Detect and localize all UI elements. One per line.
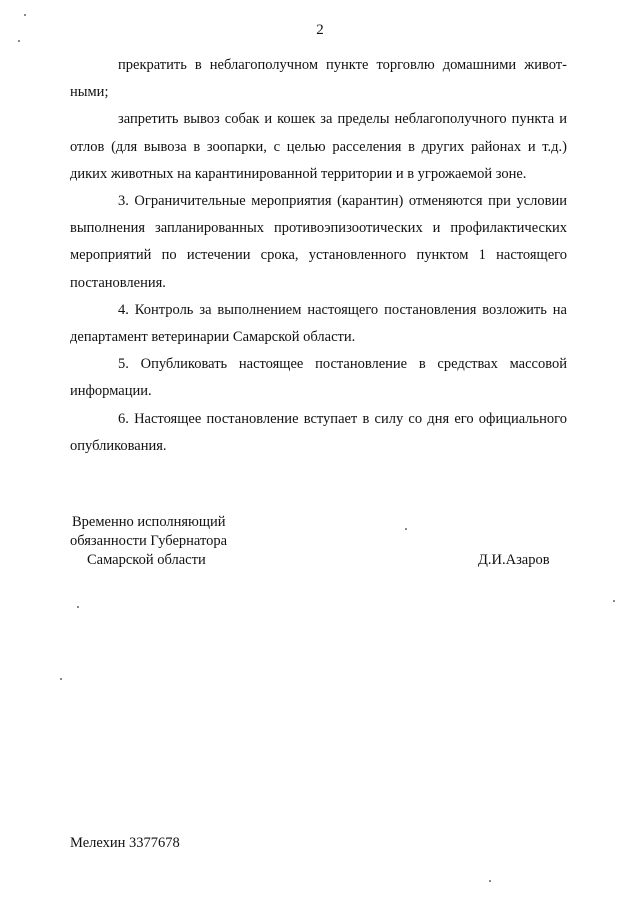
- scan-speck: [60, 678, 62, 680]
- scan-speck: [77, 606, 79, 608]
- signatory-title-line-2: обязанности Губернатора: [70, 533, 228, 549]
- paragraph-effective-date: 6. Настоящее постановление вступает в силу со дня его официального опубликования.: [70, 410, 567, 454]
- signatory-title-line-3: Самарской области: [87, 552, 206, 568]
- executor-contact: Мелехин 3377678: [70, 835, 180, 851]
- scan-speck: [405, 528, 407, 530]
- paragraph-trade-ban: прекратить в неблагополучном пункте торговлю домашними животными;: [70, 57, 567, 101]
- signatory-title: [70, 513, 227, 570]
- scan-speck: [18, 40, 20, 42]
- scan-speck: [24, 14, 26, 16]
- paragraph-publish: 5. Опубликовать настоящее постановление в средствах массовой информации.: [70, 356, 567, 400]
- paragraph-export-ban: запретить вывоз собак и кошек за пределы неблагополучного пункта и отлов (для вывоза в зоопарки, с целью расселения в других районах и т.д.) диких животных на карантинированной территории и в угрожаемой зоне.: [70, 111, 567, 182]
- page-number: 2: [316, 22, 324, 38]
- paragraph-quarantine-lift: 3. Ограничительные мероприятия (карантин) отменяются при условии выполнения запланированных противоэпизоотических и профилактических мероприятий по истечении срока, установленного пунктом 1 настоящего постановления.: [70, 193, 567, 291]
- scan-speck: [613, 600, 615, 602]
- scan-speck: [489, 880, 491, 882]
- document-body: [70, 52, 567, 460]
- paragraph-control: 4. Контроль за выполнением настоящего постановления возложить на департамент ветеринарии Самарской области.: [70, 301, 567, 346]
- signatory-title-line-1: Временно исполняющий: [72, 514, 226, 530]
- signatory-name: Д.И.Азаров: [478, 552, 550, 568]
